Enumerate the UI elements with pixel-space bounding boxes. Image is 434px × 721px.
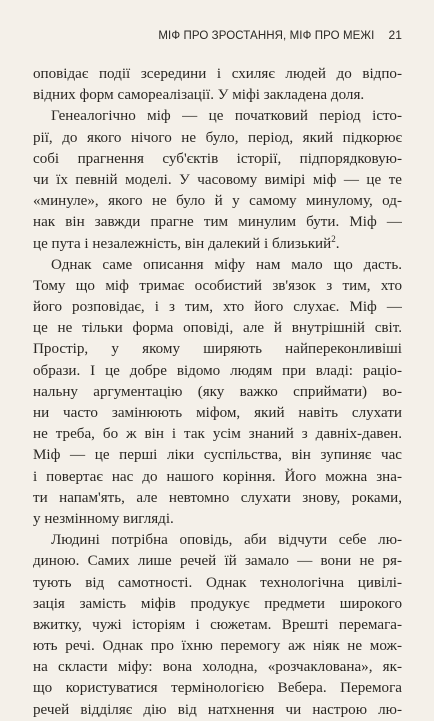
body-text [33,64,402,721]
line-text: вжитку, чужі історіям і сюжетам. Врешті перемага- [33,616,402,633]
line-text: собі прагнення суб'єктів історії, підпорядковую- [33,150,402,167]
text-line [33,170,402,191]
text-line [33,128,402,149]
line-text: його розповідає, і з тим, хто його слухає. Міф — [33,299,402,316]
text-line [33,361,402,382]
line-text: речей відділяє дію від натхнення чи настрою лю- [33,701,402,718]
text-line [33,64,402,85]
line-text: це не тільки форма оповіді, але й внутрішній світ. [33,320,402,337]
text-line [33,276,402,297]
line-text: на скласти міфу: вона холодна, «розчаклована», як- [33,659,402,676]
line-text: ють речі. Однак про їхню перемогу аж ніяк не мож- [33,638,402,655]
text-line [33,382,402,403]
line-text: «минуле», якого не було й у самому минулому, од- [33,193,402,210]
text-line [33,255,402,276]
text-line [33,551,402,572]
text-line [33,636,402,657]
text-line [33,700,402,721]
line-text: Тому що міф тримає особистий зв'язок з тим, хто [33,277,402,294]
line-text: у незмінному вигляді. [33,510,174,527]
text-line [33,445,402,466]
line-text: і повертає нас до нашого коріння. Його можна зна- [33,468,402,485]
text-line [33,297,402,318]
line-text: Простір, у якому ширяють найпереконливіші [33,341,402,358]
text-line [33,318,402,339]
line-text: зація замість міфів продукує предмети широкого [33,595,402,612]
line-text: оповідає події зсередини і схиляє людей до відпо- [33,66,402,82]
text-line [33,594,402,615]
text-line [33,191,402,212]
text-line [33,424,402,445]
line-text: не треба, бо ж він і так усім знаний з давніх-давен. [33,426,402,443]
text-line [33,615,402,636]
line-text: Міф — це перші ліки суспільства, він зупиняє час [33,447,402,464]
footnote-marker: 2 [331,233,336,244]
text-line [33,509,402,530]
page-number: 21 [388,28,402,42]
text-line [33,403,402,424]
running-head [32,28,402,42]
text-line [33,85,402,106]
text-line [33,678,402,699]
line-text: нак він завжди прагне тим минулим бути. Міф — [33,214,402,231]
text-line [33,488,402,509]
line-text: нальну аргументацію (яку важко сприймати) во- [33,383,402,400]
line-text: ни часто замінюють міфом, який навіть слухати [33,405,402,421]
line-text: Однак саме описання міфу нам мало що дасть. [51,256,402,273]
line-text: це пута і незалежність, він далекий і близький [33,235,332,252]
line-text: Генеалогічно міф — це початковий період істо- [51,108,402,125]
text-line [33,149,402,170]
text-line [33,339,402,360]
text-line [33,106,402,127]
line-text: відних форм самореалізації. У міфі закладена доля. [33,87,365,104]
text-line: це пута і незалежність, він далекий і близький$^2$. [33,233,340,252]
line-text: рії, до якого нічого не було, період, який підкорює [33,129,402,146]
line-text: чи їх певній моделі. У часовому вимірі міф — це те [33,171,402,188]
line-text: що користуватися термінологією Вебера. Перемога [33,680,402,697]
line-text: Людині потрібна оповідь, аби відчути себе лю- [51,532,402,549]
line-text: образи. І це добре відомо людям при владі: раціо- [33,362,402,379]
text-line [33,212,402,233]
text-line [33,467,402,488]
text-line [33,530,402,551]
line-text: ти напам'ять, але невтомно слухати знову, роками, [33,489,402,506]
text-line [33,573,402,594]
running-title: МІФ ПРО ЗРОСТАННЯ, МІФ ПРО МЕЖІ [158,30,375,42]
line-text: тують від самотності. Однак технологічна цивілі- [33,574,402,591]
text-line [33,657,402,678]
line-text: диною. Самих лише речей їй замало — вони не ря- [33,553,402,570]
